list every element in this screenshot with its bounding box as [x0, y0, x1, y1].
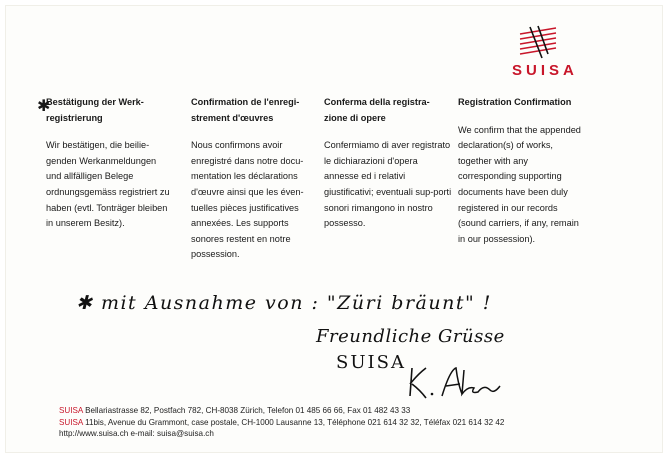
handwritten-sender: SUISA: [336, 352, 406, 373]
footer-line-web: http://www.suisa.ch e-mail: suisa@suisa.ch: [59, 429, 214, 438]
music-staff-icon: [518, 24, 558, 62]
heading-german: Bestätigung der Werk-registrierung: [46, 97, 144, 123]
heading-french: Confirmation de l'enregi-strement d'œuvres: [191, 97, 300, 123]
body-italian: Confermiamo di aver registrato le dichiarazioni d'opera annesse ed i relativi giustificativi; eventuali sup-porti sonori rimangono in nostro possesso.: [324, 140, 452, 229]
suisa-logo: [512, 24, 582, 82]
handwritten-note: ✱ mit Ausnahme von : "Züri bräunt" !: [76, 292, 492, 314]
column-german: [46, 95, 174, 232]
heading-english: Registration Confirmation: [458, 97, 572, 107]
logo-wordmark: SUISA: [512, 62, 578, 79]
column-english: [458, 95, 588, 247]
column-french: [191, 95, 319, 263]
column-italian: [324, 95, 452, 232]
document-page: [6, 6, 662, 452]
asterisk-mark: ✱: [37, 98, 51, 115]
body-french: Nous confirmons avoir enregistré dans notre docu-mentation les déclarations d'œuvre ainsi que les éven-tuelles pièces justificatives annexées. Les supports sonores restent en notre possession.: [191, 140, 304, 260]
body-english: We confirm that the appended declaration(s) of works, together with any corresponding supporting documents have been duly registered in our records (sound carriers, if any, remain in our possession).: [458, 124, 581, 244]
footer-address-zurich: Bellariastrasse 82, Postfach 782, CH-8038 Zürich, Telefon 01 485 66 66, Fax 01 482 43 33: [82, 406, 411, 415]
footer-line-zurich: [59, 405, 504, 417]
footer-brand-lausanne: SUISA: [59, 417, 83, 427]
footer-address-lausanne: 11bis, Avenue du Grammont, case postale, CH-1000 Lausanne 13, Téléphone 021 614 32 32, Téléfax 021 614 32 42: [82, 417, 505, 427]
body-german: Wir bestätigen, die beilie-genden Werkanmeldungen und allfälligen Belege ordnungsgemäss registriert zu haben (evtl. Tonträger bleiben in unserem Besitz).: [46, 140, 170, 229]
heading-italian: Conferma della registra-zione di opere: [324, 97, 430, 123]
handwritten-signature: [404, 364, 514, 400]
footer-brand-zurich: SUISA: [59, 406, 83, 415]
footer-address: [59, 405, 504, 440]
handwritten-greeting: Freundliche Grüsse: [316, 326, 505, 347]
footer-line-lausanne: [59, 417, 504, 429]
